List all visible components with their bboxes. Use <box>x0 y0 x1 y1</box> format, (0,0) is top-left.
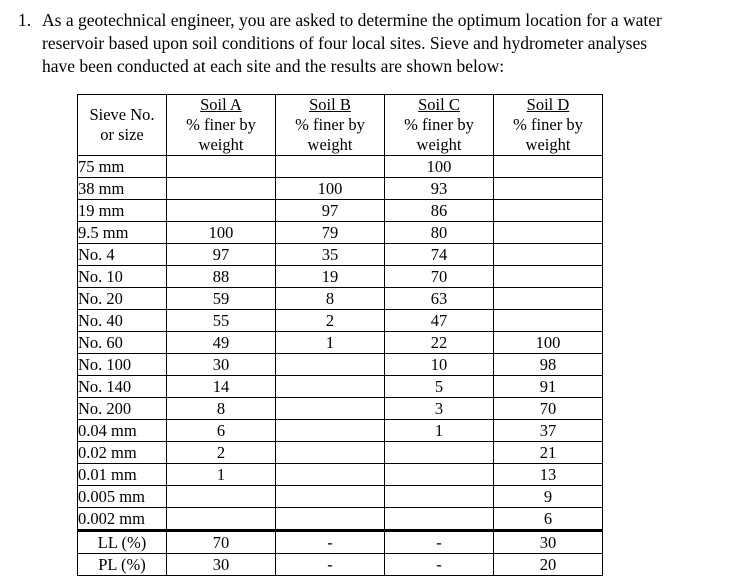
cell-value: 49 <box>167 332 276 354</box>
cell-value: 30 <box>494 531 603 554</box>
row-label: No. 140 <box>78 376 167 398</box>
cell-value <box>494 156 603 178</box>
row-label: No. 10 <box>78 266 167 288</box>
table-row <box>78 464 603 486</box>
cell-value <box>167 486 276 508</box>
cell-value: 2 <box>167 442 276 464</box>
row-label: 0.01 mm <box>78 464 167 486</box>
cell-value: 10 <box>385 354 494 376</box>
cell-value <box>276 376 385 398</box>
row-label: No. 40 <box>78 310 167 332</box>
cell-value: - <box>385 531 494 554</box>
cell-value <box>167 178 276 200</box>
cell-value: 100 <box>494 332 603 354</box>
cell-value: 37 <box>494 420 603 442</box>
cell-value: 6 <box>167 420 276 442</box>
cell-value: 14 <box>167 376 276 398</box>
cell-value <box>385 442 494 464</box>
cell-value: 8 <box>276 288 385 310</box>
cell-value: 5 <box>385 376 494 398</box>
table-row <box>78 178 603 200</box>
cell-value: 21 <box>494 442 603 464</box>
cell-value: 70 <box>385 266 494 288</box>
cell-value: 2 <box>276 310 385 332</box>
table-row <box>78 554 603 576</box>
table-row <box>78 442 603 464</box>
cell-value: 91 <box>494 376 603 398</box>
cell-value: 100 <box>276 178 385 200</box>
cell-value <box>385 464 494 486</box>
row-label: 75 mm <box>78 156 167 178</box>
row-label: 0.005 mm <box>78 486 167 508</box>
cell-value <box>276 442 385 464</box>
cell-value: 47 <box>385 310 494 332</box>
cell-value: - <box>276 531 385 554</box>
header-soil-d: Soil D % finer by weight <box>494 95 603 156</box>
cell-value <box>276 486 385 508</box>
cell-value: 63 <box>385 288 494 310</box>
cell-value <box>494 178 603 200</box>
row-label: LL (%) <box>78 531 167 554</box>
sieve-analysis-table <box>77 94 603 576</box>
cell-value: 98 <box>494 354 603 376</box>
cell-value <box>385 508 494 531</box>
table-row <box>78 222 603 244</box>
row-label: 0.002 mm <box>78 508 167 531</box>
cell-value: 74 <box>385 244 494 266</box>
cell-value <box>276 420 385 442</box>
table-row <box>78 398 603 420</box>
cell-value: 9 <box>494 486 603 508</box>
cell-value: 100 <box>385 156 494 178</box>
table-row <box>78 508 603 531</box>
header-sieve-size: Sieve No. or size <box>78 95 167 156</box>
cell-value: 22 <box>385 332 494 354</box>
cell-value <box>385 486 494 508</box>
cell-value <box>276 354 385 376</box>
cell-value <box>276 156 385 178</box>
cell-value: 59 <box>167 288 276 310</box>
question-number: 1. <box>18 10 32 30</box>
cell-value: 19 <box>276 266 385 288</box>
cell-value <box>494 244 603 266</box>
cell-value: 1 <box>276 332 385 354</box>
table-row <box>78 310 603 332</box>
cell-value: 97 <box>276 200 385 222</box>
cell-value <box>276 508 385 531</box>
row-label: PL (%) <box>78 554 167 576</box>
table-row <box>78 376 603 398</box>
cell-value: 35 <box>276 244 385 266</box>
cell-value: 6 <box>494 508 603 531</box>
cell-value: 8 <box>167 398 276 420</box>
cell-value: 20 <box>494 554 603 576</box>
cell-value <box>167 508 276 531</box>
header-soil-c: Soil C % finer by weight <box>385 95 494 156</box>
cell-value <box>276 464 385 486</box>
row-label: No. 60 <box>78 332 167 354</box>
cell-value: - <box>385 554 494 576</box>
row-label: 0.04 mm <box>78 420 167 442</box>
row-label: No. 20 <box>78 288 167 310</box>
table-row <box>78 288 603 310</box>
table-row <box>78 156 603 178</box>
cell-value: 1 <box>385 420 494 442</box>
cell-value: 79 <box>276 222 385 244</box>
cell-value: 13 <box>494 464 603 486</box>
cell-value: 1 <box>167 464 276 486</box>
cell-value: 97 <box>167 244 276 266</box>
cell-value <box>494 266 603 288</box>
cell-value: 30 <box>167 554 276 576</box>
cell-value: 100 <box>167 222 276 244</box>
cell-value <box>167 156 276 178</box>
table-row <box>78 200 603 222</box>
cell-value <box>167 200 276 222</box>
cell-value <box>494 288 603 310</box>
cell-value <box>494 310 603 332</box>
cell-value <box>494 222 603 244</box>
question-line: reservoir based upon soil conditions of four local sites. Sieve and hydrometer analyses <box>42 33 648 53</box>
cell-value: 86 <box>385 200 494 222</box>
cell-value: 80 <box>385 222 494 244</box>
row-label: No. 200 <box>78 398 167 420</box>
cell-value: - <box>276 554 385 576</box>
row-label: No. 4 <box>78 244 167 266</box>
cell-value <box>494 200 603 222</box>
table-row <box>78 244 603 266</box>
cell-value: 88 <box>167 266 276 288</box>
cell-value: 55 <box>167 310 276 332</box>
cell-value: 30 <box>167 354 276 376</box>
table-row <box>78 332 603 354</box>
header-soil-a: Soil A % finer by weight <box>167 95 276 156</box>
table-row <box>78 420 603 442</box>
row-label: No. 100 <box>78 354 167 376</box>
row-label: 38 mm <box>78 178 167 200</box>
table-header-row <box>78 95 603 156</box>
table-row <box>78 354 603 376</box>
row-label: 0.02 mm <box>78 442 167 464</box>
question-line: have been conducted at each site and the results are shown below: <box>42 56 505 76</box>
header-soil-b: Soil B % finer by weight <box>276 95 385 156</box>
table-row <box>78 266 603 288</box>
question-body <box>42 9 718 78</box>
cell-value <box>276 398 385 420</box>
cell-value: 70 <box>167 531 276 554</box>
row-label: 9.5 mm <box>78 222 167 244</box>
table-row <box>78 486 603 508</box>
cell-value: 93 <box>385 178 494 200</box>
cell-value: 70 <box>494 398 603 420</box>
cell-value: 3 <box>385 398 494 420</box>
row-label: 19 mm <box>78 200 167 222</box>
table-row <box>78 531 603 554</box>
question-line: As a geotechnical engineer, you are asked to determine the optimum location for a water <box>42 10 662 30</box>
